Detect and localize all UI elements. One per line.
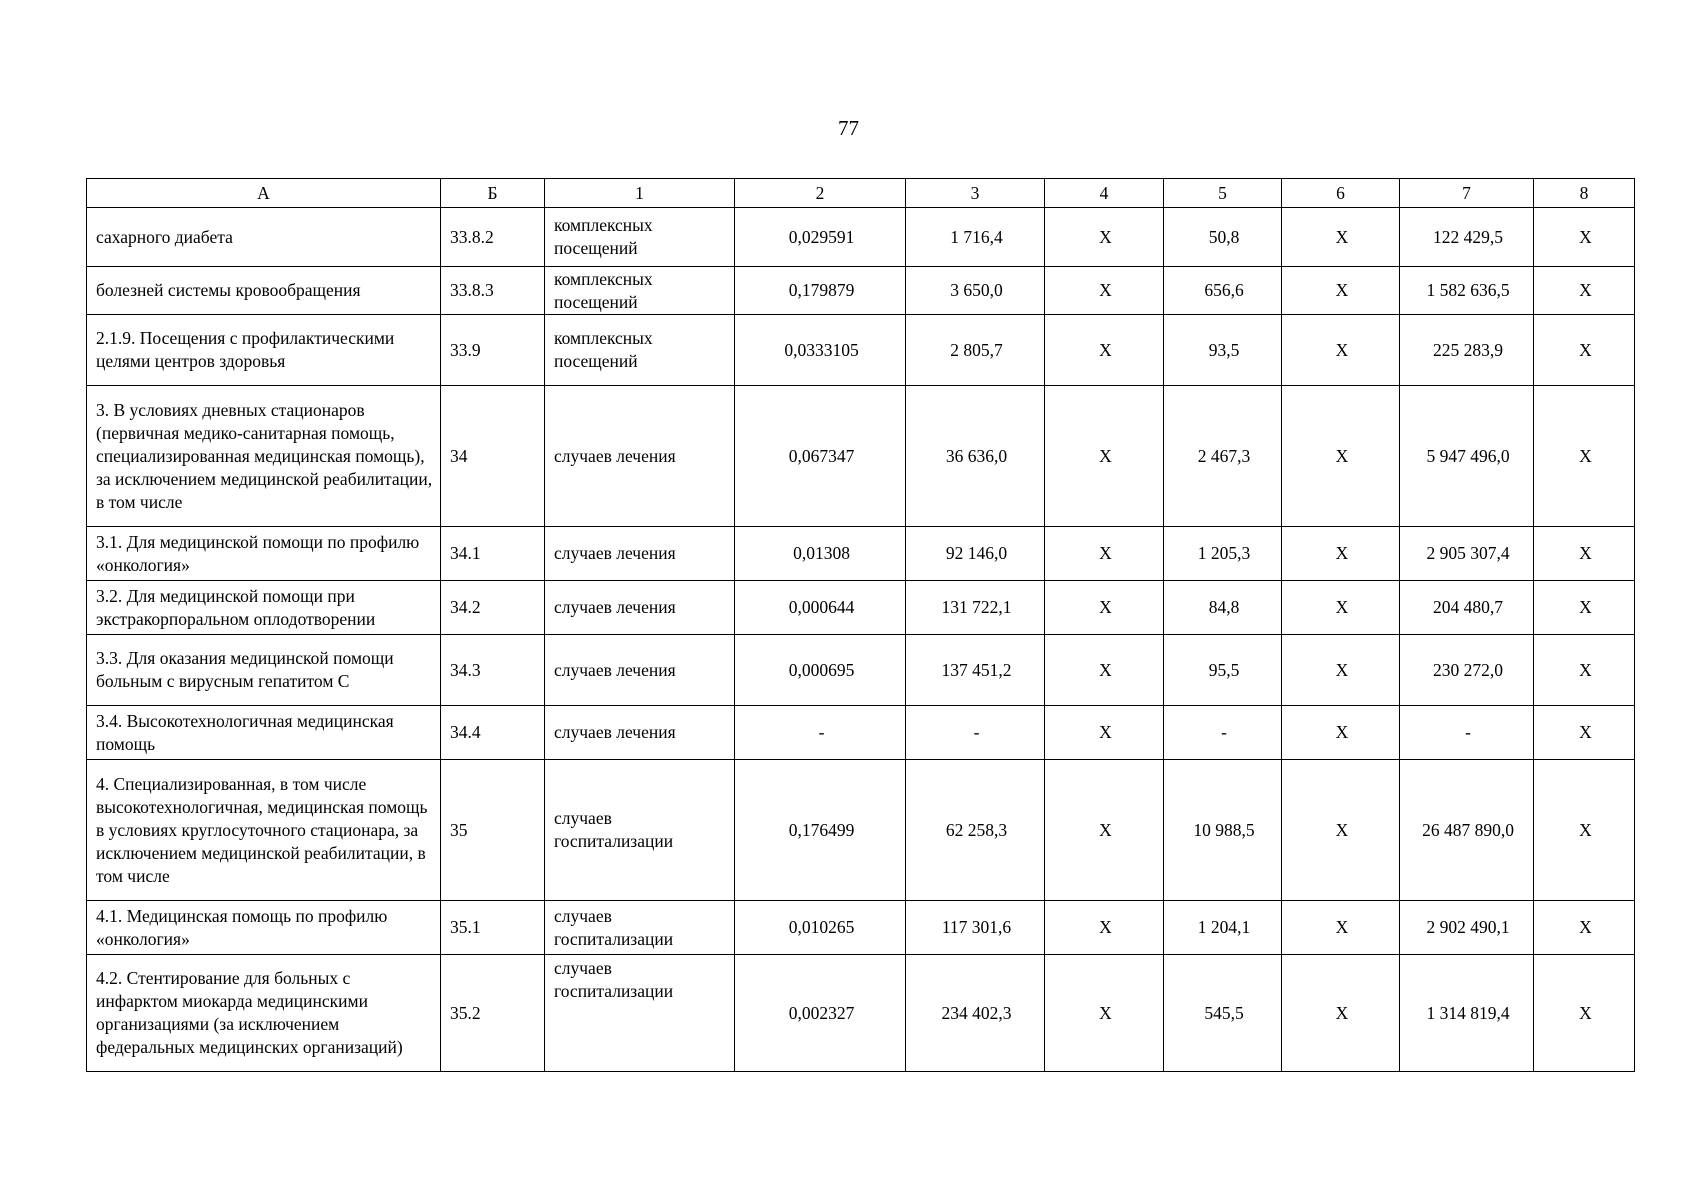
value-cell: Х — [1045, 527, 1164, 581]
value-cell: Х — [1534, 315, 1635, 386]
table-row — [87, 955, 1635, 1072]
row-code-cell: 34.4 — [441, 706, 545, 760]
table-row — [87, 706, 1635, 760]
value-cell: 0,000644 — [735, 581, 906, 635]
row-label-cell: 2.1.9. Посещения с профилактическими целями центров здоровья — [87, 315, 441, 386]
value-cell: 95,5 — [1164, 635, 1282, 706]
unit-cell: случаев лечения — [545, 635, 735, 706]
table-row — [87, 635, 1635, 706]
value-cell: 1 205,3 — [1164, 527, 1282, 581]
header-cell: 5 — [1164, 179, 1282, 208]
value-cell: Х — [1534, 901, 1635, 955]
value-cell: 122 429,5 — [1400, 208, 1534, 267]
value-cell: 0,000695 — [735, 635, 906, 706]
value-cell: 3 650,0 — [906, 267, 1045, 315]
value-cell: 26 487 890,0 — [1400, 760, 1534, 901]
value-cell: Х — [1282, 581, 1400, 635]
row-label-cell: 3.4. Высокотехнологичная медицинская помощь — [87, 706, 441, 760]
header-cell: 7 — [1400, 179, 1534, 208]
table-row — [87, 267, 1635, 315]
value-cell: Х — [1282, 386, 1400, 527]
row-code-cell: 33.9 — [441, 315, 545, 386]
table-row — [87, 760, 1635, 901]
unit-cell: случаев лечения — [545, 706, 735, 760]
value-cell: 0,010265 — [735, 901, 906, 955]
value-cell: - — [906, 706, 1045, 760]
value-cell: 1 716,4 — [906, 208, 1045, 267]
value-cell: 1 582 636,5 — [1400, 267, 1534, 315]
value-cell: Х — [1045, 315, 1164, 386]
header-cell: 8 — [1534, 179, 1635, 208]
page-number: 77 — [838, 116, 859, 140]
row-label-cell: 4.2. Стентирование для больных с инфарктом миокарда медицинскими организациями (за исключением федеральных медицинских организаций) — [87, 955, 441, 1072]
table-row — [87, 315, 1635, 386]
header-cell: 4 — [1045, 179, 1164, 208]
row-label-cell: 3.1. Для медицинской помощи по профилю «онкология» — [87, 527, 441, 581]
unit-cell: случаев госпитализации — [545, 901, 735, 955]
row-label-cell: 3. В условиях дневных стационаров (первичная медико-санитарная помощь, специализированная медицинская помощь), за исключением медицинской реабилитации, в том числе — [87, 386, 441, 527]
table-row — [87, 386, 1635, 527]
value-cell: 234 402,3 — [906, 955, 1045, 1072]
unit-cell: комплексных посещений — [545, 208, 735, 267]
value-cell: Х — [1045, 901, 1164, 955]
value-cell: Х — [1282, 208, 1400, 267]
value-cell: 204 480,7 — [1400, 581, 1534, 635]
value-cell: 5 947 496,0 — [1400, 386, 1534, 527]
value-cell: 0,029591 — [735, 208, 906, 267]
value-cell: Х — [1045, 581, 1164, 635]
value-cell: Х — [1534, 527, 1635, 581]
value-cell: 10 988,5 — [1164, 760, 1282, 901]
value-cell: Х — [1045, 267, 1164, 315]
unit-cell: случаев лечения — [545, 527, 735, 581]
value-cell: 2 902 490,1 — [1400, 901, 1534, 955]
row-code-cell: 34.3 — [441, 635, 545, 706]
table-row — [87, 901, 1635, 955]
row-label-cell: болезней системы кровообращения — [87, 267, 441, 315]
row-code-cell: 35 — [441, 760, 545, 901]
value-cell: Х — [1282, 527, 1400, 581]
row-code-cell: 34 — [441, 386, 545, 527]
value-cell: 0,0333105 — [735, 315, 906, 386]
data-table — [86, 178, 1635, 1072]
row-code-cell: 34.2 — [441, 581, 545, 635]
header-cell: 3 — [906, 179, 1045, 208]
value-cell: 1 204,1 — [1164, 901, 1282, 955]
table-row — [87, 208, 1635, 267]
value-cell: 50,8 — [1164, 208, 1282, 267]
value-cell: Х — [1045, 706, 1164, 760]
row-label-cell: сахарного диабета — [87, 208, 441, 267]
value-cell: Х — [1045, 760, 1164, 901]
row-code-cell: 33.8.2 — [441, 208, 545, 267]
value-cell: 2 467,3 — [1164, 386, 1282, 527]
value-cell: 0,176499 — [735, 760, 906, 901]
header-cell: А — [87, 179, 441, 208]
row-label-cell: 4.1. Медицинская помощь по профилю «онкология» — [87, 901, 441, 955]
value-cell: - — [735, 706, 906, 760]
unit-cell: случаев лечения — [545, 386, 735, 527]
value-cell: 0,179879 — [735, 267, 906, 315]
value-cell: Х — [1282, 635, 1400, 706]
unit-cell: комплексных посещений — [545, 315, 735, 386]
header-cell: 1 — [545, 179, 735, 208]
value-cell: 62 258,3 — [906, 760, 1045, 901]
value-cell: Х — [1282, 315, 1400, 386]
table-row — [87, 527, 1635, 581]
row-code-cell: 33.8.3 — [441, 267, 545, 315]
header-cell: 6 — [1282, 179, 1400, 208]
header-cell: 2 — [735, 179, 906, 208]
value-cell: 92 146,0 — [906, 527, 1045, 581]
value-cell: 0,067347 — [735, 386, 906, 527]
header-cell: Б — [441, 179, 545, 208]
row-label-cell: 4. Специализированная, в том числе высокотехнологичная, медицинская помощь в условиях круглосуточного стационара, за исключением медицинской реабилитации, в том числе — [87, 760, 441, 901]
value-cell: Х — [1534, 760, 1635, 901]
value-cell: Х — [1045, 386, 1164, 527]
value-cell: Х — [1282, 267, 1400, 315]
value-cell: Х — [1045, 208, 1164, 267]
value-cell: Х — [1534, 706, 1635, 760]
value-cell: - — [1400, 706, 1534, 760]
value-cell: 36 636,0 — [906, 386, 1045, 527]
row-code-cell: 35.1 — [441, 901, 545, 955]
row-code-cell: 35.2 — [441, 955, 545, 1072]
value-cell: - — [1164, 706, 1282, 760]
row-label-cell: 3.2. Для медицинской помощи при экстракорпоральном оплодотворении — [87, 581, 441, 635]
value-cell: 1 314 819,4 — [1400, 955, 1534, 1072]
value-cell: 84,8 — [1164, 581, 1282, 635]
value-cell: 131 722,1 — [906, 581, 1045, 635]
value-cell: 0,002327 — [735, 955, 906, 1072]
value-cell: Х — [1282, 955, 1400, 1072]
unit-cell: случаев госпитализации — [545, 760, 735, 901]
value-cell: 225 283,9 — [1400, 315, 1534, 386]
value-cell: Х — [1534, 267, 1635, 315]
value-cell: Х — [1045, 955, 1164, 1072]
value-cell: Х — [1282, 706, 1400, 760]
header-row — [87, 179, 1635, 208]
value-cell: Х — [1282, 901, 1400, 955]
unit-cell: случаев госпитализации — [545, 955, 735, 1072]
value-cell: 0,01308 — [735, 527, 906, 581]
row-code-cell: 34.1 — [441, 527, 545, 581]
value-cell: Х — [1534, 581, 1635, 635]
unit-cell: комплексных посещений — [545, 267, 735, 315]
value-cell: 545,5 — [1164, 955, 1282, 1072]
value-cell: 117 301,6 — [906, 901, 1045, 955]
row-label-cell: 3.3. Для оказания медицинской помощи больным с вирусным гепатитом С — [87, 635, 441, 706]
unit-cell: случаев лечения — [545, 581, 735, 635]
value-cell: Х — [1534, 955, 1635, 1072]
value-cell: 2 805,7 — [906, 315, 1045, 386]
value-cell: Х — [1282, 760, 1400, 901]
value-cell: 93,5 — [1164, 315, 1282, 386]
value-cell: Х — [1534, 386, 1635, 527]
value-cell: Х — [1534, 208, 1635, 267]
table-row — [87, 581, 1635, 635]
value-cell: 2 905 307,4 — [1400, 527, 1534, 581]
value-cell: 230 272,0 — [1400, 635, 1534, 706]
value-cell: Х — [1534, 635, 1635, 706]
value-cell: 656,6 — [1164, 267, 1282, 315]
value-cell: 137 451,2 — [906, 635, 1045, 706]
value-cell: Х — [1045, 635, 1164, 706]
